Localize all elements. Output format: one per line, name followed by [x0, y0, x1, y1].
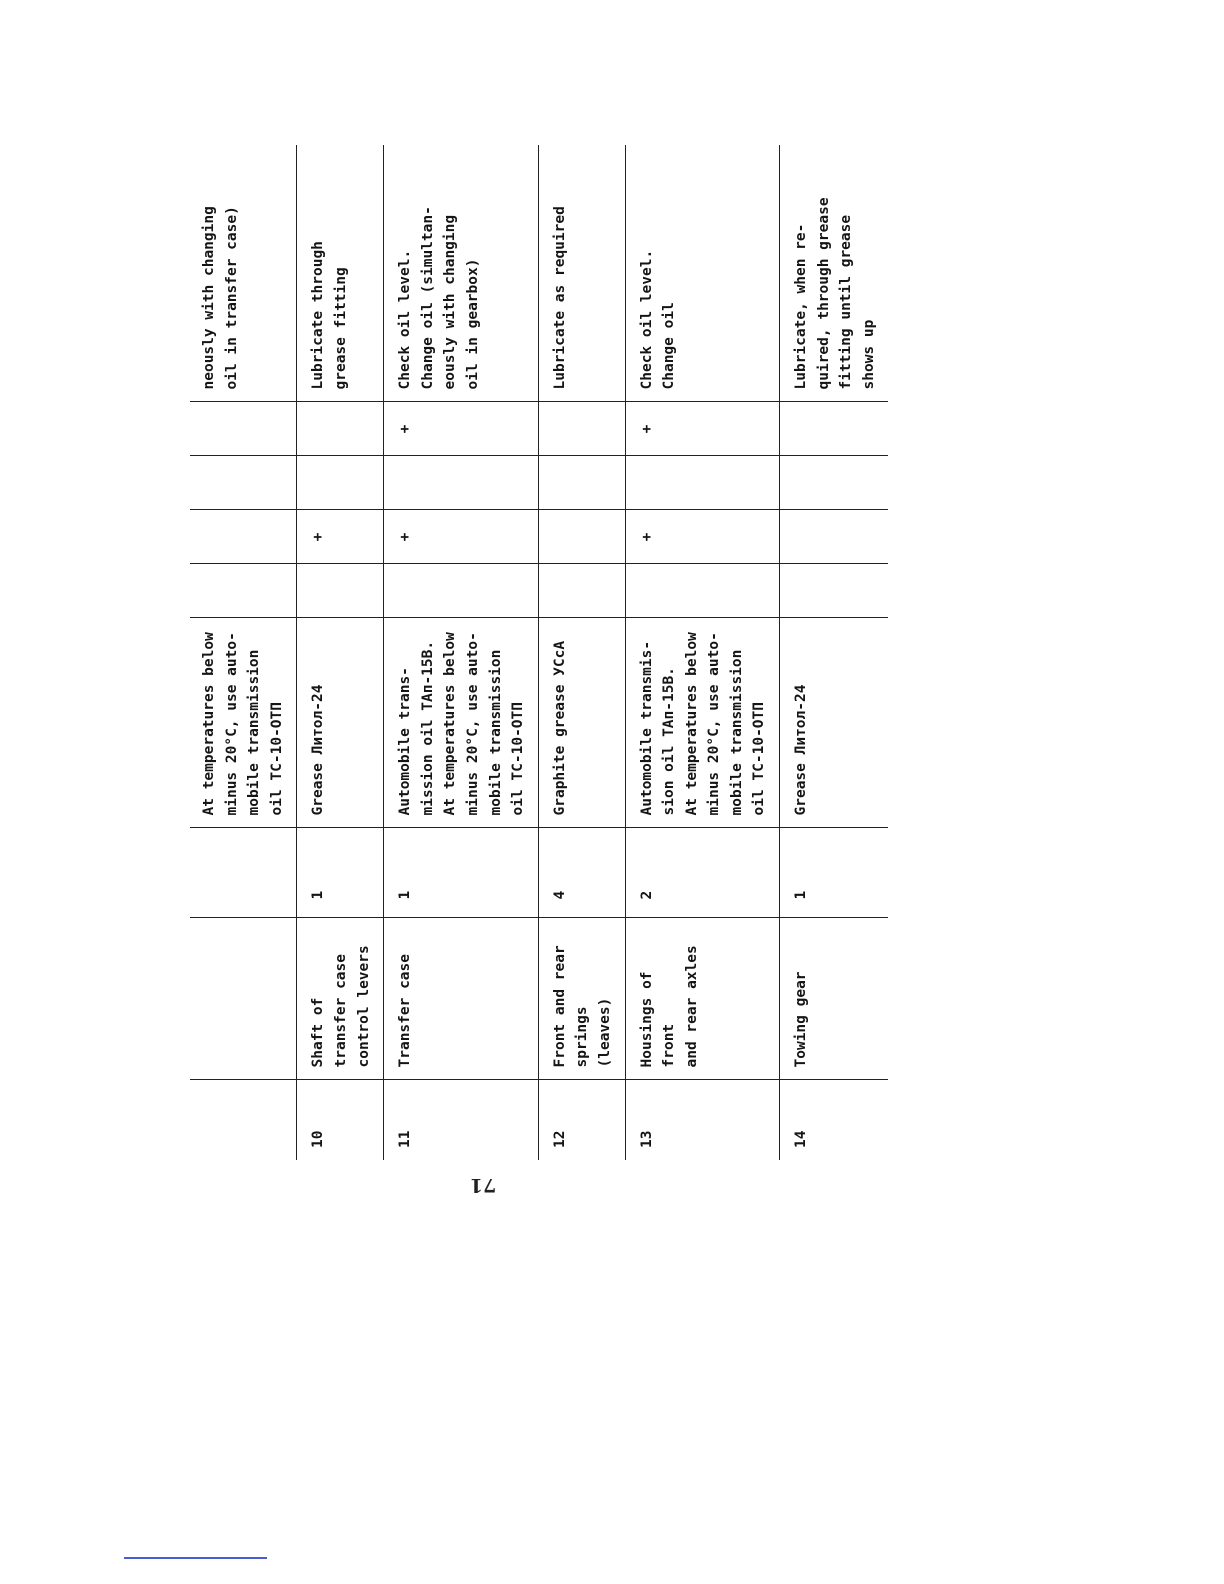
- point-count: 1: [297, 828, 384, 918]
- lubricant-cell: Automobile trans- mission oil TAп-15B. At temperatures below minus 20°C, use auto- mobile transmission oil TC-10-ОТП: [384, 618, 539, 828]
- rotated-table-page: [190, 145, 877, 1160]
- table-body: [190, 145, 888, 1160]
- item-number: 14: [780, 1080, 889, 1160]
- service-mark: [538, 402, 625, 456]
- service-mark: [190, 564, 297, 618]
- service-mark: +: [625, 510, 780, 564]
- remarks-cell: Check oil level. Change oil (simultan- eously with changing oil in gearbox): [384, 145, 539, 402]
- service-mark: [190, 402, 297, 456]
- item-number: 11: [384, 1080, 539, 1160]
- lubrication-point: [190, 918, 297, 1080]
- item-number: [190, 1080, 297, 1160]
- service-mark: [780, 510, 889, 564]
- remarks-cell: Check oil level. Change oil: [625, 145, 780, 402]
- service-mark: +: [297, 510, 384, 564]
- remarks-cell: neously with changing oil in transfer case): [190, 145, 297, 402]
- point-count: [190, 828, 297, 918]
- table-row: [780, 145, 889, 1160]
- table-row: [190, 145, 297, 1160]
- point-count: 1: [780, 828, 889, 918]
- point-count: 4: [538, 828, 625, 918]
- service-mark: +: [384, 510, 539, 564]
- service-mark: [190, 510, 297, 564]
- table-row: [384, 145, 539, 1160]
- lubricant-cell: Grease Литол-24: [297, 618, 384, 828]
- service-mark: [780, 402, 889, 456]
- service-mark: [780, 564, 889, 618]
- point-count: 1: [384, 828, 539, 918]
- service-mark: [384, 564, 539, 618]
- service-mark: [297, 402, 384, 456]
- footnote-rule: [124, 1557, 267, 1559]
- item-number: 13: [625, 1080, 780, 1160]
- service-mark: [625, 564, 780, 618]
- remarks-cell: Lubricate through grease fitting: [297, 145, 384, 402]
- service-mark: [384, 456, 539, 510]
- item-number: 12: [538, 1080, 625, 1160]
- lubrication-point: Shaft of transfer case control levers: [297, 918, 384, 1080]
- lubricant-cell: Grease Литол-24: [780, 618, 889, 828]
- service-mark: [297, 564, 384, 618]
- service-mark: [190, 456, 297, 510]
- lubrication-point: Towing gear: [780, 918, 889, 1080]
- remarks-cell: Lubricate, when re- quired, through grease fitting until grease shows up: [780, 145, 889, 402]
- remarks-cell: Lubricate as required: [538, 145, 625, 402]
- service-mark: +: [384, 402, 539, 456]
- service-mark: +: [625, 402, 780, 456]
- service-mark: [538, 564, 625, 618]
- service-mark: [625, 456, 780, 510]
- lubricant-cell: Automobile transmis- sion oil TAп-15B. At temperatures below minus 20°C, use auto- mobile transmission oil TC-10-ОТП: [625, 618, 780, 828]
- service-mark: [538, 456, 625, 510]
- item-number: 10: [297, 1080, 384, 1160]
- service-mark: [538, 510, 625, 564]
- lubrication-point: Transfer case: [384, 918, 539, 1080]
- page-number: 71: [469, 1174, 497, 1196]
- lubrication-point: Front and rear springs (leaves): [538, 918, 625, 1080]
- service-mark: [780, 456, 889, 510]
- lubrication-table: [190, 145, 888, 1160]
- lubricant-cell: At temperatures below minus 20°C, use auto- mobile transmission oil TC-10-ОТП: [190, 618, 297, 828]
- table-row: [625, 145, 780, 1160]
- point-count: 2: [625, 828, 780, 918]
- table-row: [297, 145, 384, 1160]
- lubricant-cell: Graphite grease УСсА: [538, 618, 625, 828]
- table-row: [538, 145, 625, 1160]
- service-mark: [297, 456, 384, 510]
- lubrication-point: Housings of front and rear axles: [625, 918, 780, 1080]
